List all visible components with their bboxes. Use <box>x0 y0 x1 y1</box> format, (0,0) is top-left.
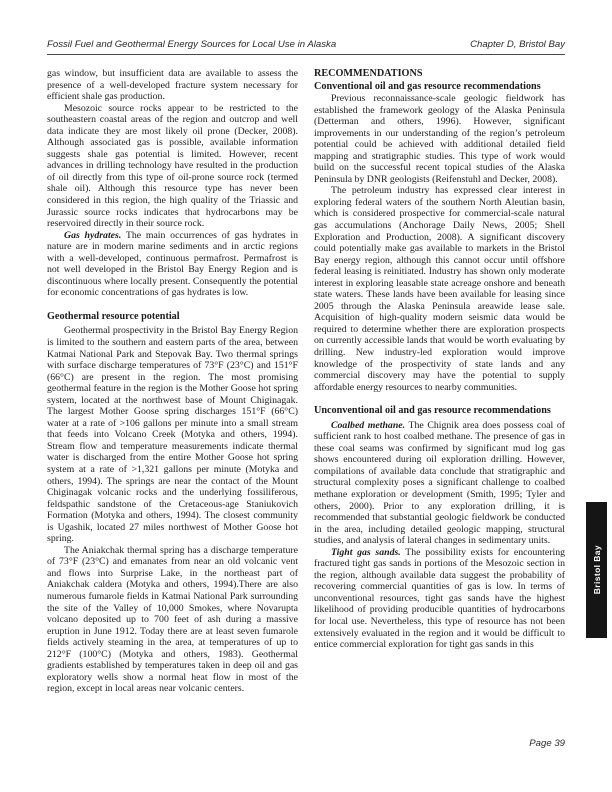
left-column <box>47 68 298 695</box>
tight-gas-sands-text: The possibility exists for encountering fractured tight gas sands in portions of the Mesozoic section in the region, although available data suggest the probability of recovering commercial quantities of gas is low. In terms of unconventional resources, tight gas sands have the highest likelihood of providing producible quantities of hydrocarbons for local use. Nevertheless, this type of resource has not been extensively evaluated in the region and it would be difficult to entice commercial exploration for tight gas sands in this <box>314 546 565 651</box>
paragraph-mesozoic: Mesozoic source rocks appear to be restricted to the southeastern coastal areas of the region and outcrop and well data indicate they are most likely oil prone (Decker, 2008). Although associated gas is possible, available information suggests shale gas potential is limited. However, recent advances in drilling technology have resulted in the production of oil directly from this type of oil-prone source rock (termed shale oil). Although this resource type has never been considered in this region, the high quality of the Triassic and Jurassic source rocks indicates that hydrocarbons may be reservoired directly in their source rock. <box>47 102 298 230</box>
run-in-heading-tight-gas-sands: Tight gas sands. <box>331 546 401 558</box>
paragraph-gas-hydrates <box>47 230 298 299</box>
paragraph-geothermal-2: The Aniakchak thermal spring has a discharge temperature of 73°F (23°C) and emanates from near an old volcanic vent and flows into Surprise Lake, in the northeast part of Aniakchak caldera (Motyka and others, 1994).There are also numerous fumarole fields in Katmai National Park surrounding the site of the Valley of 10,000 Smokes, where Novarupta volcano deposited up to 700 feet of ash during a massive eruption in June 1912. Today there are at least seven fumarole fields actively steaming in the area, at temperatures of up to 212°F (100°C) (Motyka and others, 1983). Geothermal gradients established by temperatures taken in deep oil and gas exploratory wells show a normal heat flow in most of the region, except in local areas near volcanic centers. <box>47 544 298 695</box>
bristol-bay-tab <box>586 502 607 638</box>
section-heading-geothermal: Geothermal resource potential <box>47 310 180 322</box>
coalbed-methane-text: The Chignik area does possess coal of sufficient rank to host coalbed methane. The presence of gas in these coal seams was confirmed by significant mud log gas shows encountered during oil exploration drilling. However, compilations of available data conclude that stratigraphic and structural complexity poses a significant challenge to coalbed methane exploration or development (Smith, 1995; Tyler and others, 2000). Prior to any exploration drilling, it is recommended that substantial geologic fieldwork be conducted in the area, including detailed geologic mapping, structural studies, and analysis of lateral changes in sedimentary units. <box>314 419 565 547</box>
gas-hydrates-text: The main occurrences of gas hydrates in nature are in modern marine sediments and in arctic regions with a well-developed, continuous permafrost. Permafrost is not well developed in the Bristol Bay Energy Region and is discontinuous where locally present. Consequently the potential for economic concentrations of gas hydrates is low. <box>47 229 298 299</box>
paragraph-conventional-2: The petroleum industry has expressed clear interest in exploring federal waters of the southern North Aleutian basin, which is considered prospective for commercial-scale natural gas accumulations (Anchorage Daily News, 2005; Shell Exploration and Production, 2008). A significant discovery could potentially make gas available to markets in the Bristol Bay energy region, although this cannot occur until offshore federal leasing is reinitiated. Industry has shown only moderate interest in exploring leasable state acreage onshore and beneath state waters. These lands have been available for leasing since 2005 through the Alaska Peninsula areawide lease sale. Acquisition of high-quality modern seismic data would be required to determine whether there are exploration prospects on currently accessible lands that would be worth evaluating by drilling. New industry-led exploration would improve knowledge of the prospectivity of state lands and any commercial discovery may have the potential to supply affordable energy resources to nearby communities. <box>314 185 565 393</box>
page-header <box>47 39 565 50</box>
body-columns <box>47 68 565 695</box>
paragraph-geothermal-1: Geothermal prospectivity in the Bristol Bay Energy Region is limited to the southern and eastern parts of the area, between Katmai National Park and Stepovak Bay. Two thermal springs with surface discharge temperatures of 73°F (23°C) and 151°F (66°C) are present in the region. The most promising geothermal feature in the region is the Mother Goose hot spring system, located at the northwest base of Mount Chiginagak. The largest Mother Goose spring discharges 151°F (66°C) water at a rate of >106 gallons per minute into a small stream that feeds into Volcano Creek (Motyka and others, 1994). Stream flow and temperature measurements indicate thermal water is discharged from the entire Mother Goose hot spring system at a rate of >1,321 gallons per minute (Motyka and others, 1994). The springs are near the contact of the Mount Chiginagak volcanic rocks and the underlying fossiliferous, feldspathic sandstone of the Cretaceous-age Staniukovich Formation (Motyka and others, 1994). The closest community is Ugashik, located 27 miles northwest of Mother Goose hot spring. <box>47 325 298 545</box>
paragraph-conventional-1: Previous reconnaissance-scale geologic fieldwork has established the framework geology of the Alaska Peninsula (Detterman and others, 1996). However, significant improvements in our understanding of the region’s petroleum potential could be achieved with additional detailed field mapping and stratigraphic studies. This type of work would build on the successful recent topical studies of the Alaska Peninsula by DNR geologists (Reifenstuhl and Decker, 2008). <box>314 93 565 185</box>
run-in-heading-coalbed-methane: Coalbed methane. <box>331 419 406 431</box>
paragraph-coalbed-methane <box>314 420 565 547</box>
right-column <box>314 68 565 695</box>
chapter-label: Chapter D, Bristol Bay <box>470 39 565 50</box>
header-rule <box>47 54 565 55</box>
section-heading-conventional: Conventional oil and gas resource recommendations <box>314 80 541 92</box>
bristol-bay-tab-label: Bristol Bay <box>591 545 602 595</box>
section-heading-unconventional: Unconventional oil and gas resource recommendations <box>314 405 551 417</box>
run-in-heading-gas-hydrates: Gas hydrates. <box>64 229 122 241</box>
running-title: Fossil Fuel and Geothermal Energy Sources for Local Use in Alaska <box>47 39 337 50</box>
section-heading-recommendations: RECOMMENDATIONS <box>314 68 423 79</box>
page-number: Page 39 <box>529 738 565 749</box>
paragraph-tight-gas-sands <box>314 547 565 651</box>
paragraph-continuation: gas window, but insufficient data are available to assess the presence of a well-developed fracture system necessary for efficient shale gas production. <box>47 68 298 103</box>
